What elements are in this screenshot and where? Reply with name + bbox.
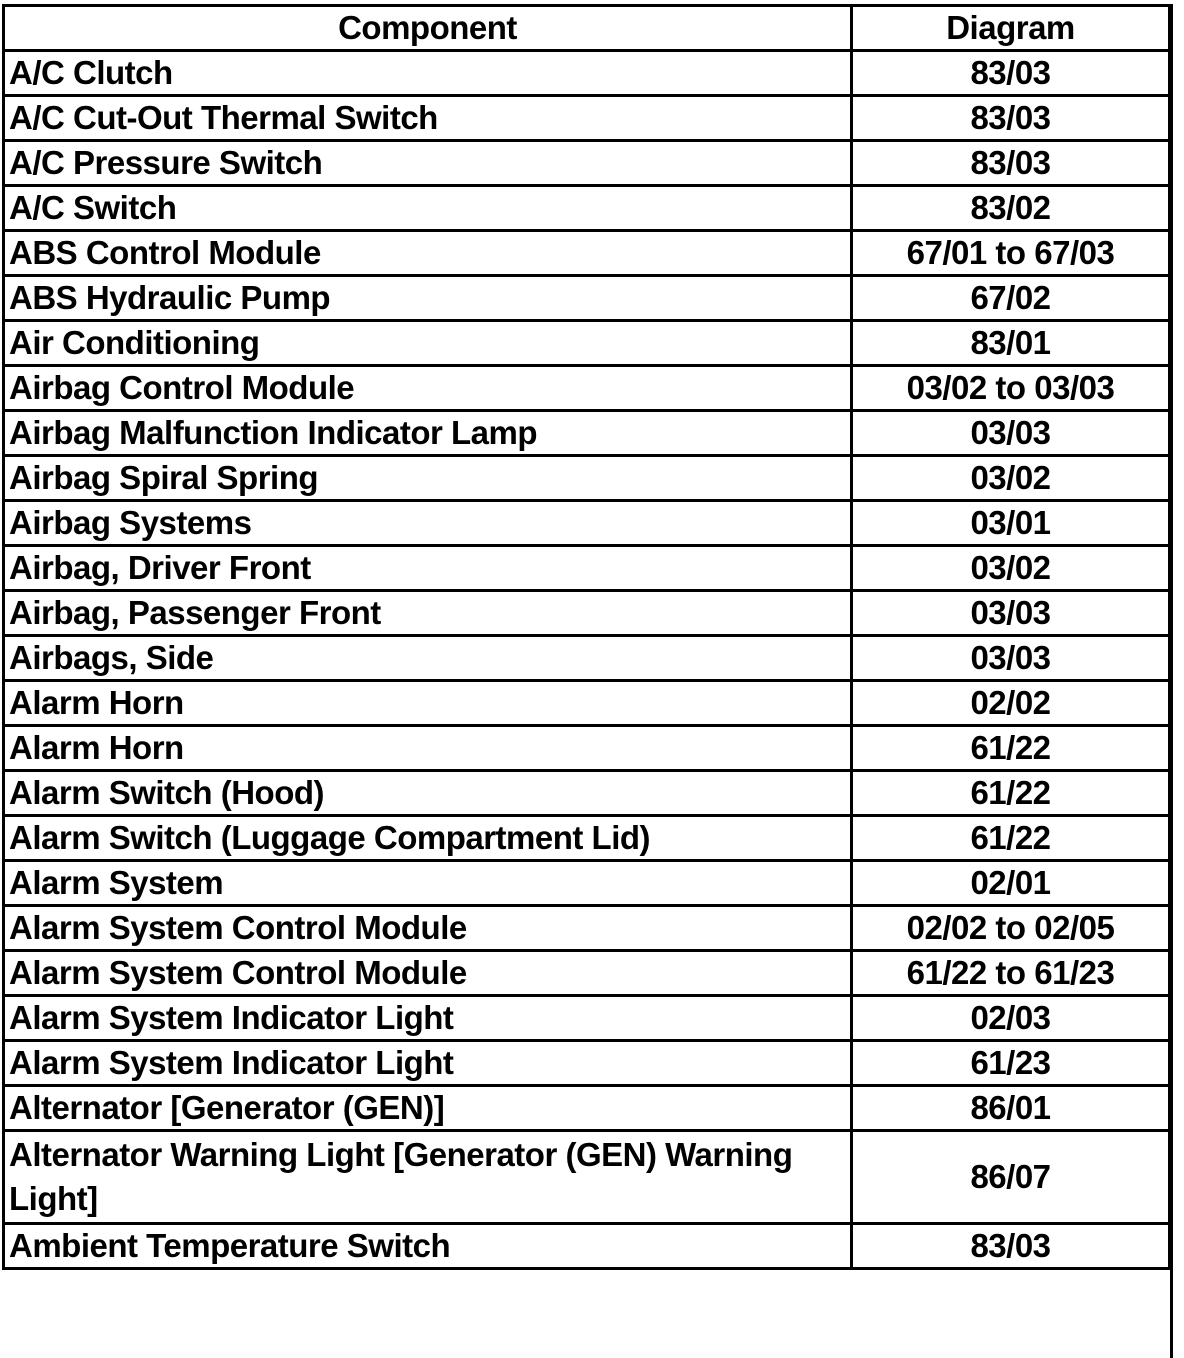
diagram-cell: 61/22	[852, 771, 1170, 816]
diagram-cell: 83/03	[852, 1224, 1170, 1269]
component-cell: A/C Pressure Switch	[4, 141, 852, 186]
component-cell: Alarm Switch (Hood)	[4, 771, 852, 816]
table-row	[4, 951, 1170, 996]
table-row	[4, 231, 1170, 276]
table-body	[4, 51, 1170, 1269]
component-cell: Alternator [Generator (GEN)]	[4, 1086, 852, 1131]
component-cell: A/C Switch	[4, 186, 852, 231]
table-row	[4, 366, 1170, 411]
diagram-cell: 86/01	[852, 1086, 1170, 1131]
component-cell: Airbag, Driver Front	[4, 546, 852, 591]
diagram-cell: 61/23	[852, 1041, 1170, 1086]
diagram-cell: 02/02 to 02/05	[852, 906, 1170, 951]
table-row	[4, 1041, 1170, 1086]
component-cell: Alarm Horn	[4, 726, 852, 771]
component-cell: ABS Hydraulic Pump	[4, 276, 852, 321]
table-row	[4, 591, 1170, 636]
table-row	[4, 816, 1170, 861]
diagram-cell: 02/02	[852, 681, 1170, 726]
component-cell: A/C Cut-Out Thermal Switch	[4, 96, 852, 141]
diagram-cell: 86/07	[852, 1131, 1170, 1224]
table-row	[4, 771, 1170, 816]
diagram-cell: 61/22	[852, 726, 1170, 771]
table-row	[4, 996, 1170, 1041]
table-header-row	[4, 6, 1170, 51]
component-cell: Alarm System Indicator Light	[4, 996, 852, 1041]
diagram-cell: 02/03	[852, 996, 1170, 1041]
table-row	[4, 141, 1170, 186]
diagram-cell: 61/22	[852, 816, 1170, 861]
component-cell: Airbags, Side	[4, 636, 852, 681]
diagram-cell: 03/01	[852, 501, 1170, 546]
page-edge-rule	[1170, 4, 1173, 1358]
table-row	[4, 546, 1170, 591]
component-cell: Alarm System	[4, 861, 852, 906]
diagram-cell: 03/03	[852, 411, 1170, 456]
component-cell: A/C Clutch	[4, 51, 852, 96]
table-row	[4, 1224, 1170, 1269]
diagram-cell: 83/02	[852, 186, 1170, 231]
diagram-cell: 03/03	[852, 591, 1170, 636]
column-header-diagram: Diagram	[852, 6, 1170, 51]
table-row	[4, 1131, 1170, 1224]
diagram-cell: 03/02 to 03/03	[852, 366, 1170, 411]
component-cell: Airbag, Passenger Front	[4, 591, 852, 636]
table-row	[4, 906, 1170, 951]
diagram-cell: 83/03	[852, 141, 1170, 186]
diagram-cell: 02/01	[852, 861, 1170, 906]
table-row	[4, 456, 1170, 501]
table-row	[4, 51, 1170, 96]
diagram-cell: 03/02	[852, 546, 1170, 591]
component-cell: Airbag Systems	[4, 501, 852, 546]
component-cell: ABS Control Module	[4, 231, 852, 276]
diagram-cell: 83/01	[852, 321, 1170, 366]
diagram-cell: 03/02	[852, 456, 1170, 501]
table-row	[4, 321, 1170, 366]
table-row	[4, 276, 1170, 321]
component-cell: Alarm System Control Module	[4, 951, 852, 996]
table-row	[4, 96, 1170, 141]
table-row	[4, 186, 1170, 231]
diagram-cell: 83/03	[852, 96, 1170, 141]
component-cell: Airbag Control Module	[4, 366, 852, 411]
diagram-cell: 83/03	[852, 51, 1170, 96]
diagram-cell: 67/01 to 67/03	[852, 231, 1170, 276]
table-row	[4, 411, 1170, 456]
diagram-cell: 61/22 to 61/23	[852, 951, 1170, 996]
component-cell: Alternator Warning Light [Generator (GEN) Warning Light]	[4, 1131, 852, 1224]
component-cell: Airbag Malfunction Indicator Lamp	[4, 411, 852, 456]
component-cell: Airbag Spiral Spring	[4, 456, 852, 501]
table-row	[4, 681, 1170, 726]
component-cell: Air Conditioning	[4, 321, 852, 366]
component-cell: Alarm Horn	[4, 681, 852, 726]
table-row	[4, 636, 1170, 681]
table-row	[4, 861, 1170, 906]
column-header-component: Component	[4, 6, 852, 51]
component-diagram-table	[2, 4, 1171, 1270]
diagram-cell: 03/03	[852, 636, 1170, 681]
component-cell: Alarm System Indicator Light	[4, 1041, 852, 1086]
component-cell: Alarm Switch (Luggage Compartment Lid)	[4, 816, 852, 861]
table-row	[4, 501, 1170, 546]
table-row	[4, 726, 1170, 771]
table-row	[4, 1086, 1170, 1131]
component-cell: Ambient Temperature Switch	[4, 1224, 852, 1269]
diagram-cell: 67/02	[852, 276, 1170, 321]
component-cell: Alarm System Control Module	[4, 906, 852, 951]
